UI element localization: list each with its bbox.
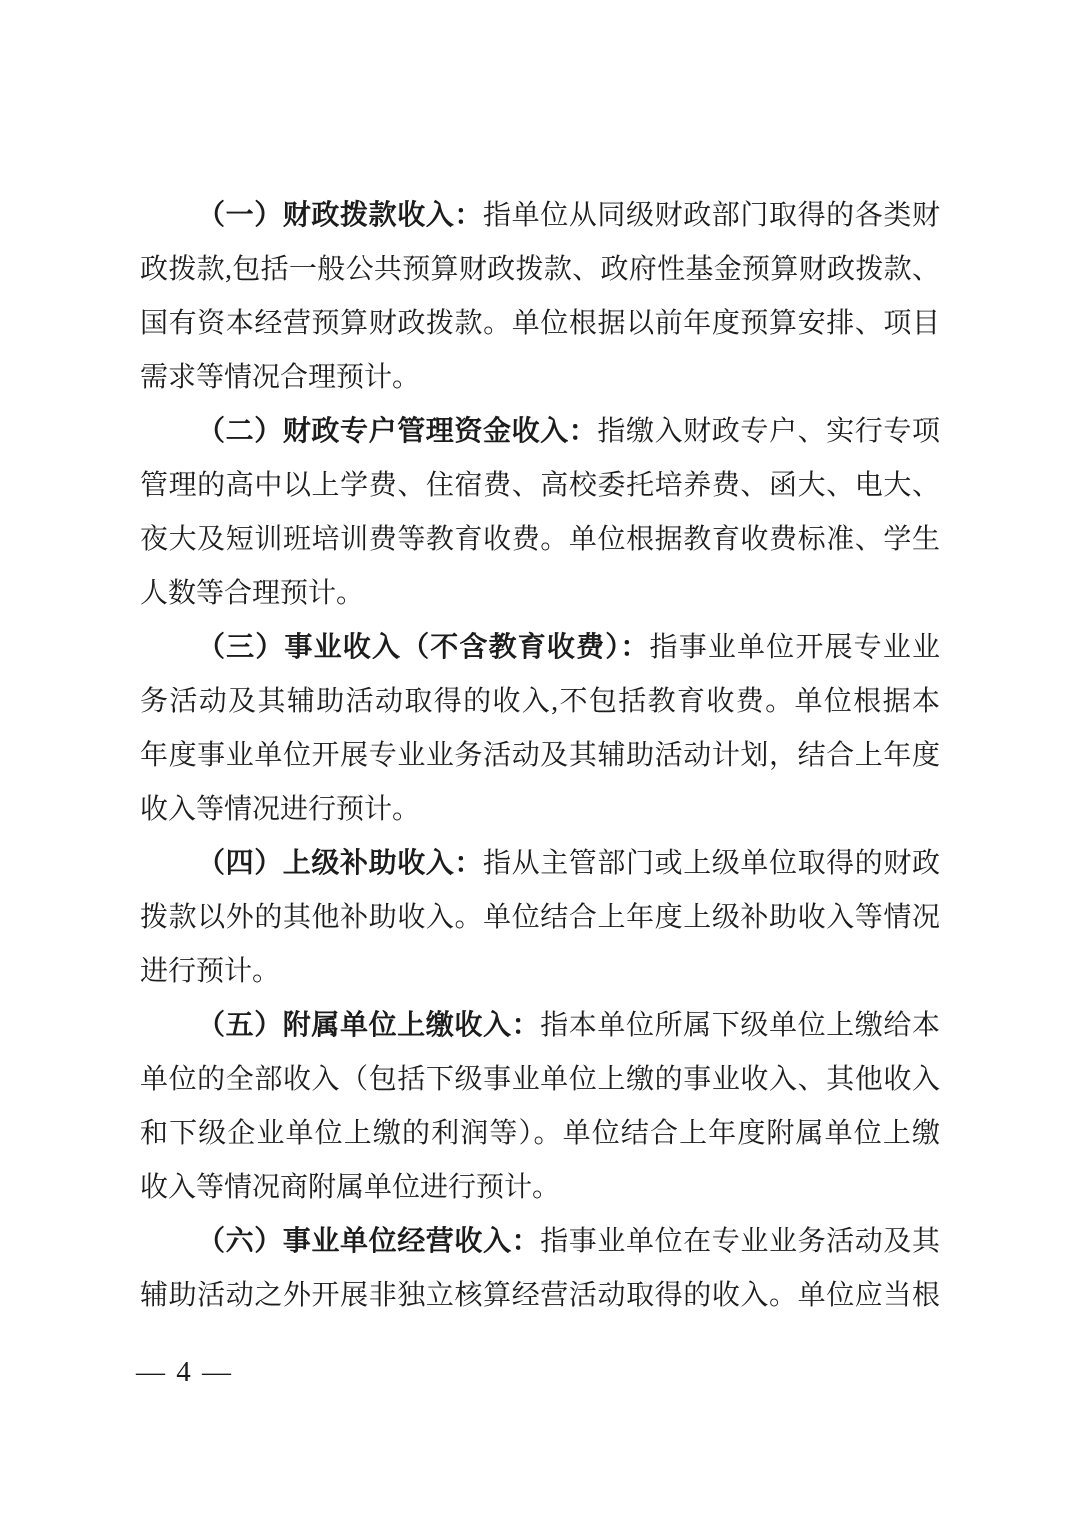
paragraph-heading: （五）附属单位上缴收入： xyxy=(197,1010,541,1041)
text-line xyxy=(140,189,940,243)
text-line xyxy=(140,621,940,675)
text-line: 人数等合理预计。 xyxy=(140,578,365,609)
paragraph-heading: （二）财政专户管理资金收入： xyxy=(197,416,598,447)
text-line: 夜大及短训班培训费等教育收费。单位根据教育收费标准、学生 xyxy=(140,524,940,555)
text-line: 需求等情况合理预计。 xyxy=(140,362,421,393)
text-line: 收入等情况进行预计。 xyxy=(140,794,421,825)
paragraph-text: 指事业单位开展专业业 xyxy=(649,632,940,663)
paragraph-fiscal-appropriation-income xyxy=(140,189,940,405)
page-number: — 4 — xyxy=(136,1356,233,1388)
text-line xyxy=(140,405,940,459)
text-line: 辅助活动之外开展非独立核算经营活动取得的收入。单位应当根 xyxy=(140,1280,940,1311)
text-line xyxy=(140,837,940,891)
paragraph-text: 指本单位所属下级单位上缴给本 xyxy=(540,1010,940,1041)
document-body xyxy=(140,189,940,1323)
paragraph-superior-subsidy-income xyxy=(140,837,940,999)
text-line: 务活动及其辅助活动取得的收入,不包括教育收费。单位根据本 xyxy=(140,686,940,717)
paragraph-operating-income xyxy=(140,1215,940,1323)
paragraph-heading: （六）事业单位经营收入： xyxy=(197,1226,541,1257)
paragraph-text: 指事业单位在专业业务活动及其 xyxy=(540,1226,940,1257)
text-line: 年度事业单位开展专业业务活动及其辅助活动计划，结合上年度 xyxy=(140,740,940,771)
paragraph-text: 指从主管部门或上级单位取得的财政 xyxy=(483,848,940,879)
paragraph-heading: （一）财政拨款收入： xyxy=(197,200,483,231)
paragraph-fiscal-special-account-income xyxy=(140,405,940,621)
paragraph-heading: （三）事业收入（不含教育收费）： xyxy=(197,632,650,663)
text-line: 进行预计。 xyxy=(140,956,281,987)
text-line: 收入等情况商附属单位进行预计。 xyxy=(140,1172,561,1203)
text-line: 国有资本经营预算财政拨款。单位根据以前年度预算安排、项目 xyxy=(140,308,940,339)
text-line: 管理的高中以上学费、住宿费、高校委托培养费、函大、电大、 xyxy=(140,470,940,501)
paragraph-heading: （四）上级补助收入： xyxy=(197,848,483,879)
paragraph-subordinate-unit-remittance-income xyxy=(140,999,940,1215)
paragraph-text: 指缴入财政专户、实行专项 xyxy=(597,416,940,447)
text-line xyxy=(140,1215,940,1269)
text-line xyxy=(140,999,940,1053)
text-line: 单位的全部收入（包括下级事业单位上缴的事业收入、其他收入 xyxy=(140,1064,940,1095)
text-line: 政拨款,包括一般公共预算财政拨款、政府性基金预算财政拨款、 xyxy=(140,254,940,285)
text-line: 拨款以外的其他补助收入。单位结合上年度上级补助收入等情况 xyxy=(140,902,940,933)
text-line: 和下级企业单位上缴的利润等）。单位结合上年度附属单位上缴 xyxy=(140,1118,940,1149)
paragraph-business-income xyxy=(140,621,940,837)
paragraph-text: 指单位从同级财政部门取得的各类财 xyxy=(483,200,940,231)
